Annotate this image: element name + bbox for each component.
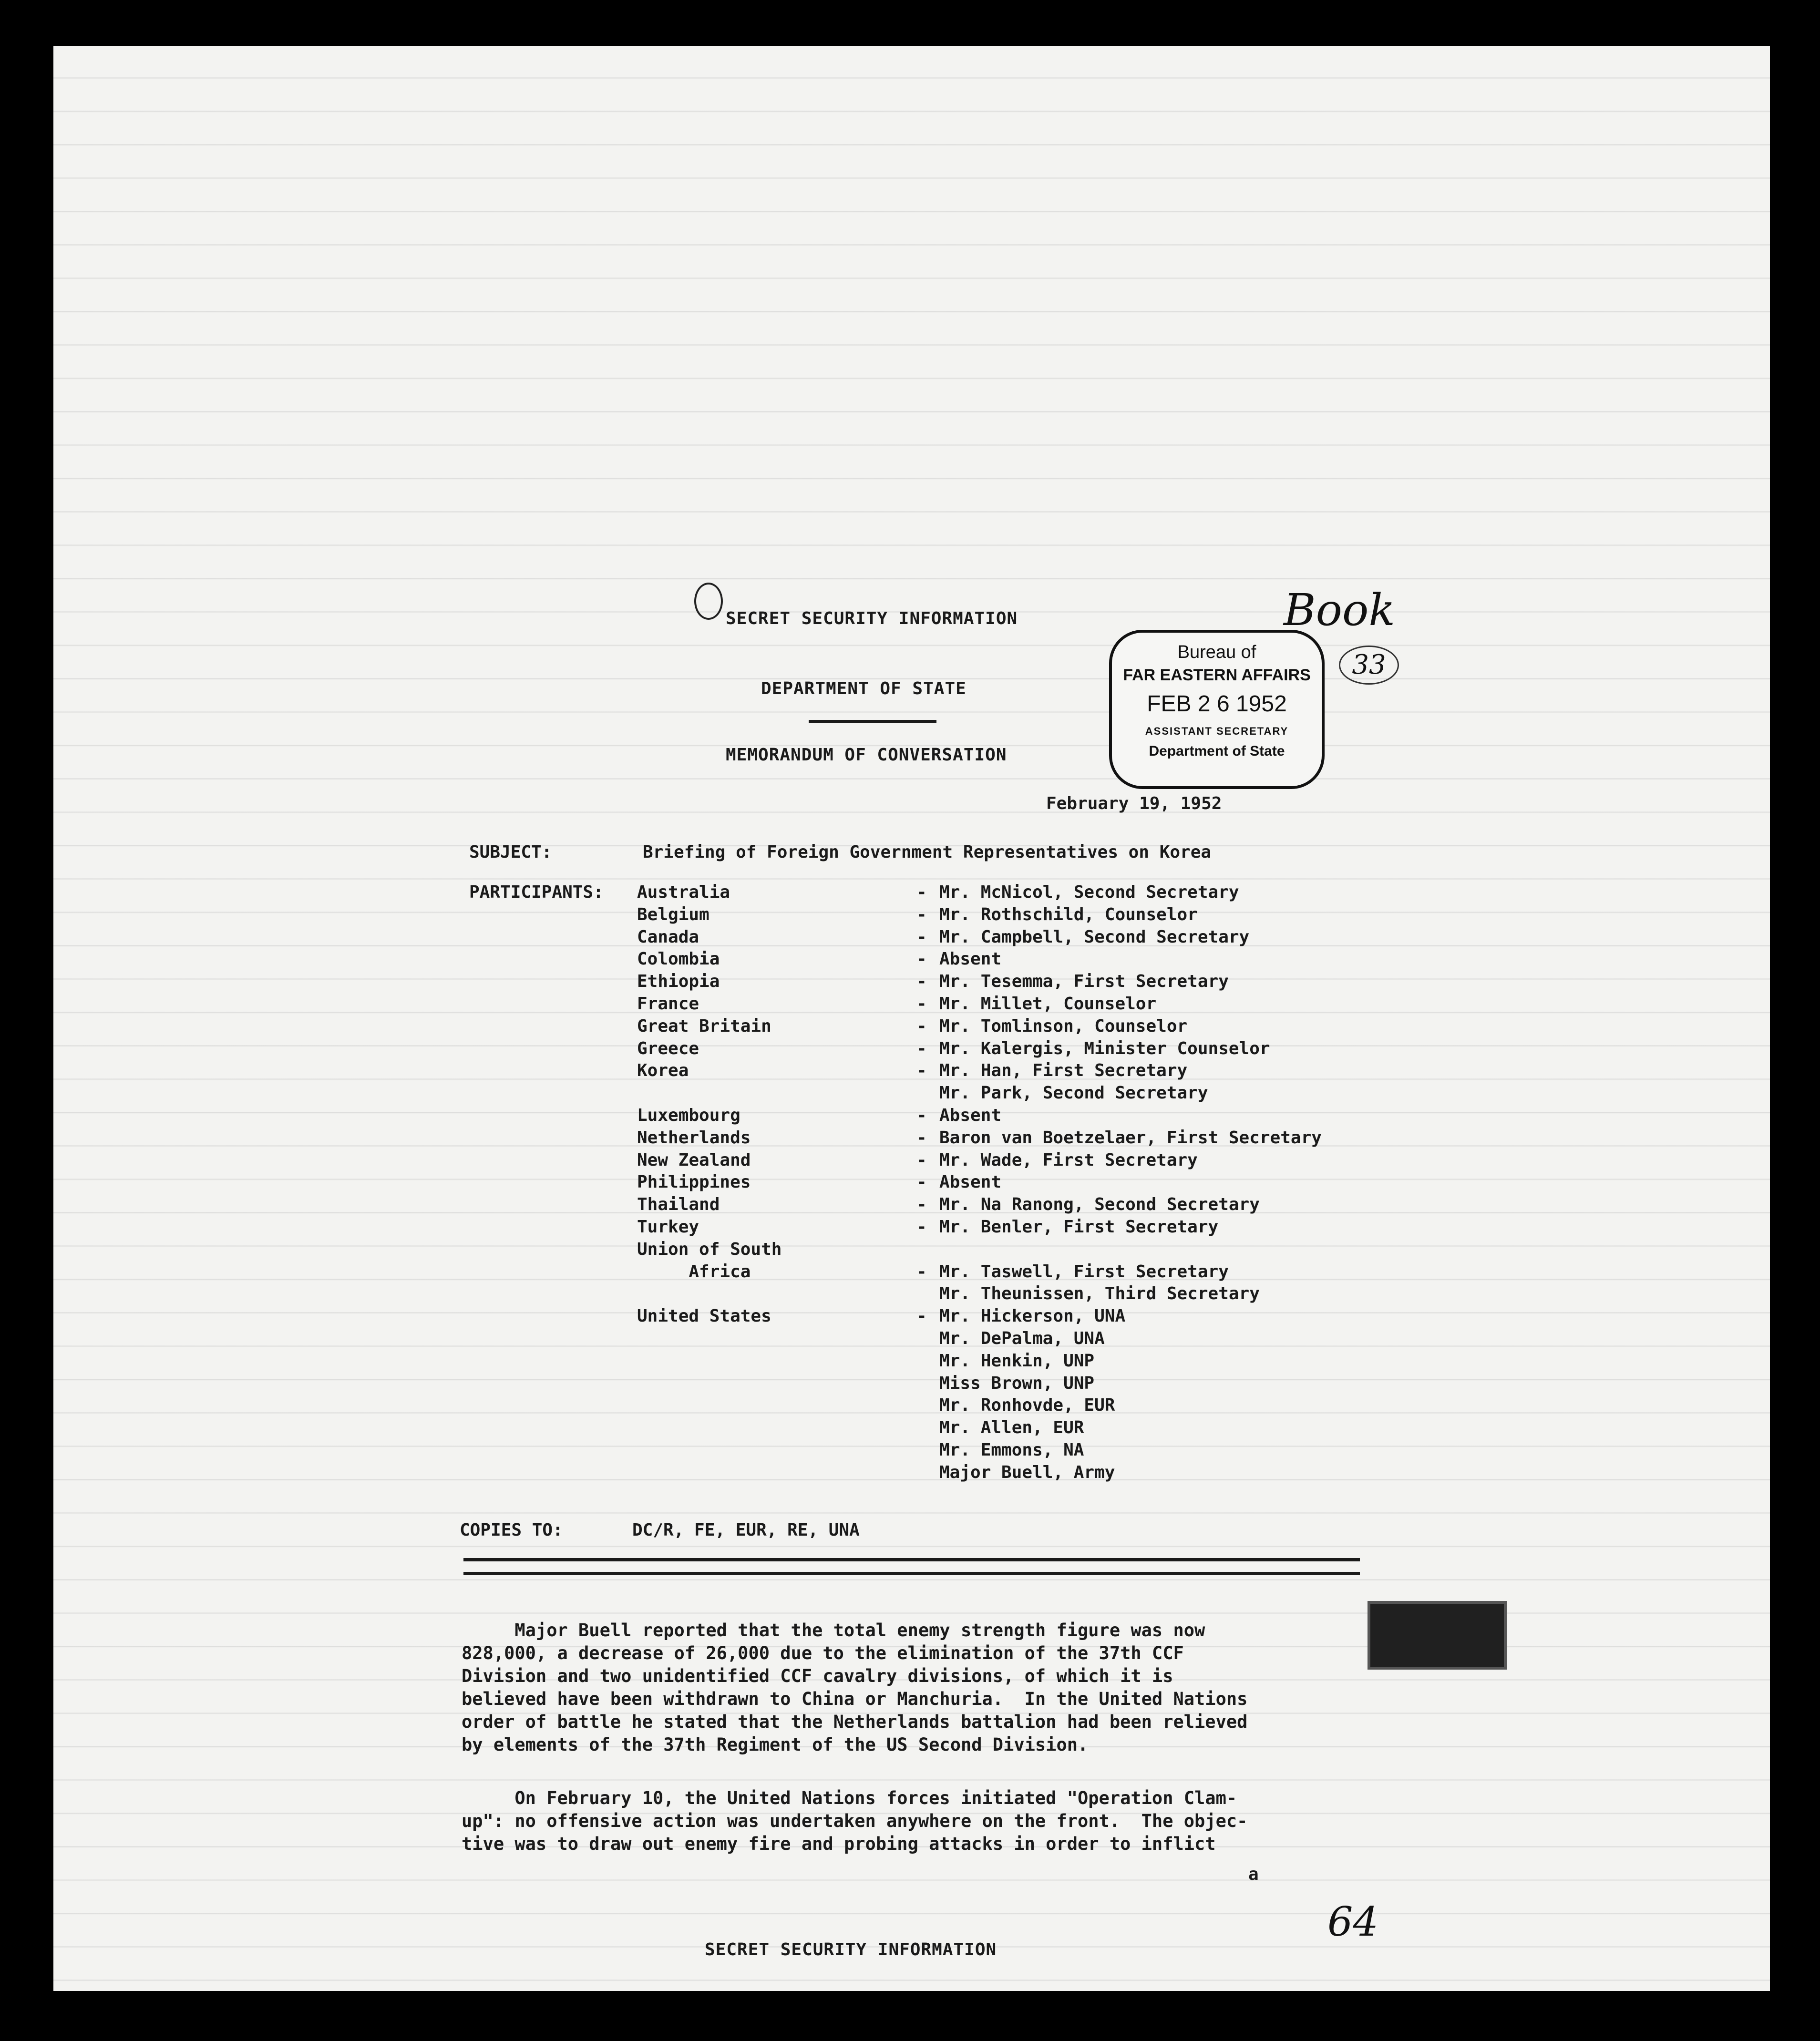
participant-dash: -: [916, 1038, 927, 1058]
participant-representative: Mr. Na Ranong, Second Secretary: [939, 1195, 1260, 1215]
participant-dash: -: [916, 1195, 927, 1215]
participant-dash: -: [916, 1262, 927, 1282]
participant-representative: Major Buell, Army: [939, 1462, 1115, 1482]
participant-row: [53, 1372, 1770, 1395]
participant-representative: Mr. Park, Second Secretary: [939, 1083, 1208, 1103]
participant-representative: Mr. Emmons, NA: [939, 1440, 1084, 1460]
participant-row: [53, 1127, 1770, 1149]
body-line: up": no offensive action was undertaken anywhere on the front. The objec-: [462, 1811, 1248, 1831]
participant-row: [53, 993, 1770, 1015]
body-line: 828,000, a decrease of 26,000 due to the elimination of the 37th CCF: [462, 1643, 1184, 1663]
participant-row: [53, 1261, 1770, 1283]
participant-representative: Mr. Kalergis, Minister Counselor: [939, 1038, 1270, 1058]
participant-country: Philippines: [637, 1172, 751, 1192]
participant-row: [53, 1149, 1770, 1172]
participant-country: Colombia: [637, 949, 720, 969]
participant-representative: Mr. Benler, First Secretary: [939, 1217, 1219, 1237]
participant-representative: Mr. Taswell, First Secretary: [939, 1262, 1229, 1282]
participant-row: [53, 1104, 1770, 1127]
participant-country: France: [637, 994, 699, 1014]
participant-row: [53, 1193, 1770, 1216]
participants-list: [53, 881, 1770, 1501]
body-line: by elements of the 37th Regiment of the US Second Division.: [462, 1734, 1089, 1755]
participants-label: PARTICIPANTS:: [469, 882, 604, 902]
participant-row: [53, 1216, 1770, 1239]
participant-country: Turkey: [637, 1217, 699, 1237]
participant-dash: -: [916, 1106, 927, 1125]
participant-dash: -: [916, 994, 927, 1014]
handwritten-page-number: 64: [1327, 1898, 1378, 1945]
participant-country: Korea: [637, 1061, 689, 1081]
participant-country: Luxembourg: [637, 1106, 740, 1125]
copies-label: COPIES TO:: [460, 1520, 563, 1540]
participant-row: [53, 926, 1770, 949]
participant-dash: -: [916, 1061, 927, 1081]
stamp-line-2: FAR EASTERN AFFAIRS: [1123, 666, 1311, 684]
participant-country: Belgium: [637, 904, 709, 924]
subject-label: SUBJECT:: [469, 842, 552, 862]
participant-representative: Absent: [939, 949, 1002, 969]
participant-country: New Zealand: [637, 1150, 751, 1170]
participant-row: [53, 1282, 1770, 1305]
participant-representative: Mr. DePalma, UNA: [939, 1329, 1105, 1348]
participant-representative: Mr. Campbell, Second Secretary: [939, 927, 1250, 947]
body-line: believed have been withdrawn to China or Manchuria. In the United Nations: [462, 1689, 1248, 1709]
participant-representative: Mr. Hickerson, UNA: [939, 1306, 1126, 1326]
participant-row: [53, 1327, 1770, 1350]
participant-country: United States: [637, 1306, 771, 1326]
participant-row: [53, 1015, 1770, 1038]
copies-value: DC/R, FE, EUR, RE, UNA: [632, 1520, 860, 1540]
participant-row: [53, 903, 1770, 926]
participant-row: [53, 948, 1770, 971]
stamp-line-1: Bureau of: [1177, 642, 1256, 662]
body-line: On February 10, the United Nations forces initiated "Operation Clam-: [462, 1788, 1237, 1808]
participant-row: [53, 970, 1770, 993]
participant-representative: Mr. Henkin, UNP: [939, 1351, 1095, 1371]
participant-row: [53, 1439, 1770, 1462]
participant-representative: Mr. Rothschild, Counselor: [939, 904, 1198, 924]
participant-country: Africa: [637, 1262, 751, 1282]
document-page: [53, 46, 1770, 1991]
participant-representative: Mr. Ronhovde, EUR: [939, 1395, 1115, 1415]
participant-representative: Mr. Allen, EUR: [939, 1418, 1084, 1438]
participant-dash: -: [916, 1217, 927, 1237]
participant-row: [53, 1037, 1770, 1060]
participant-row: [53, 1394, 1770, 1417]
participant-dash: -: [916, 972, 927, 992]
tape-mark: [1368, 1601, 1507, 1670]
stamp-line-5: Department of State: [1149, 743, 1285, 759]
stamp-date: FEB 2 6 1952: [1147, 691, 1287, 717]
body-paragraph-1: [462, 1619, 1377, 1756]
participant-country: Thailand: [637, 1195, 720, 1215]
participant-row: [53, 1082, 1770, 1105]
stamp-line-4: ASSISTANT SECRETARY: [1145, 725, 1289, 737]
participant-dash: -: [916, 882, 927, 902]
participant-row: [53, 1461, 1770, 1484]
participant-country: Union of South: [637, 1239, 782, 1259]
participant-country: Great Britain: [637, 1016, 771, 1036]
participant-row: [53, 881, 1770, 904]
participant-row: [53, 1350, 1770, 1373]
title-divider: [809, 720, 936, 723]
participant-representative: Mr. Tomlinson, Counselor: [939, 1016, 1188, 1036]
participant-representative: Baron van Boetzelaer, First Secretary: [939, 1128, 1322, 1148]
hole-mark: [694, 583, 723, 620]
participant-representative: Absent: [939, 1106, 1002, 1125]
classification-header: SECRET SECURITY INFORMATION: [726, 609, 1018, 628]
handwritten-book: Book: [1284, 585, 1396, 636]
double-rule: [463, 1558, 1360, 1575]
participant-representative: Mr. Millet, Counselor: [939, 994, 1157, 1014]
participant-dash: -: [916, 949, 927, 969]
participant-country: Greece: [637, 1038, 699, 1058]
participant-country: Ethiopia: [637, 972, 720, 992]
body-line: tive was to draw out enemy fire and probing attacks in order to inflict: [462, 1834, 1216, 1854]
continuation-mark: a: [1248, 1865, 1259, 1884]
participant-representative: Mr. McNicol, Second Secretary: [939, 882, 1239, 902]
body-line: order of battle he stated that the Netherlands battalion had been relieved: [462, 1712, 1248, 1732]
participant-row: [53, 1305, 1770, 1328]
participant-representative: Mr. Han, First Secretary: [939, 1061, 1188, 1081]
participant-dash: -: [916, 1306, 927, 1326]
participant-dash: -: [916, 1016, 927, 1036]
participant-representative: Miss Brown, UNP: [939, 1373, 1095, 1393]
participant-representative: Absent: [939, 1172, 1002, 1192]
participant-row: [53, 1238, 1770, 1261]
body-line: Division and two unidentified CCF cavalry divisions, of which it is: [462, 1666, 1173, 1686]
participant-row: [53, 1416, 1770, 1439]
participant-row: [53, 1059, 1770, 1082]
department-title: DEPARTMENT OF STATE: [761, 679, 967, 698]
received-stamp: [1109, 630, 1325, 789]
subject-value: Briefing of Foreign Government Representatives on Korea: [643, 842, 1212, 862]
participant-country: Netherlands: [637, 1128, 751, 1148]
participant-dash: -: [916, 1128, 927, 1148]
participant-dash: -: [916, 904, 927, 924]
participant-representative: Mr. Tesemma, First Secretary: [939, 972, 1229, 992]
participant-representative: Mr. Wade, First Secretary: [939, 1150, 1198, 1170]
body-paragraph-2: [462, 1787, 1377, 1856]
classification-footer: SECRET SECURITY INFORMATION: [705, 1940, 997, 1959]
participant-representative: Mr. Theunissen, Third Secretary: [939, 1284, 1260, 1304]
handwritten-circled-number: 33: [1339, 646, 1399, 685]
participant-dash: -: [916, 1150, 927, 1170]
participant-country: Australia: [637, 882, 730, 902]
participant-row: [53, 1171, 1770, 1194]
participant-dash: -: [916, 927, 927, 947]
memo-type: MEMORANDUM OF CONVERSATION: [726, 745, 1007, 765]
body-line: Major Buell reported that the total enemy strength figure was now: [462, 1620, 1205, 1641]
memo-date: February 19, 1952: [1046, 794, 1222, 813]
participant-country: Canada: [637, 927, 699, 947]
participant-dash: -: [916, 1172, 927, 1192]
